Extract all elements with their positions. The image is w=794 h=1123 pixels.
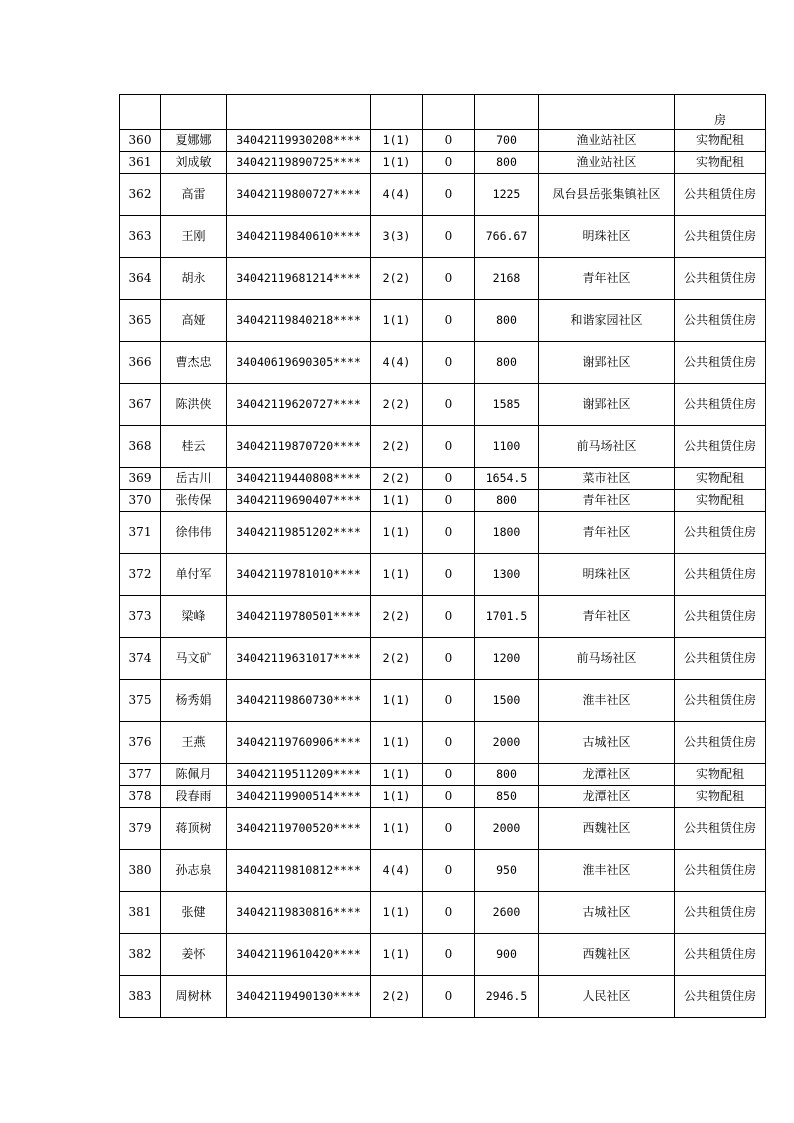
cell-col5: 0 bbox=[423, 490, 475, 512]
table-row bbox=[120, 174, 766, 216]
cell-id: 34042119610420**** bbox=[227, 934, 371, 976]
cell-no: 364 bbox=[120, 258, 161, 300]
cell-household-count: 1(1) bbox=[371, 934, 423, 976]
cell-name bbox=[161, 95, 227, 130]
cell-housing-type: 公共租赁住房 bbox=[675, 258, 766, 300]
cell-id: 34042119490130**** bbox=[227, 976, 371, 1018]
cell-household-count: 1(1) bbox=[371, 490, 423, 512]
cell-no: 374 bbox=[120, 638, 161, 680]
cell-id: 34042119511209**** bbox=[227, 764, 371, 786]
cell-no: 383 bbox=[120, 976, 161, 1018]
cell-household-count: 2(2) bbox=[371, 976, 423, 1018]
cell-name: 高雷 bbox=[161, 174, 227, 216]
cell-col5: 0 bbox=[423, 934, 475, 976]
housing-allocation-table bbox=[119, 94, 766, 1018]
cell-community: 前马场社区 bbox=[539, 638, 675, 680]
cell-community: 前马场社区 bbox=[539, 426, 675, 468]
cell-community: 龙潭社区 bbox=[539, 786, 675, 808]
cell-no: 373 bbox=[120, 596, 161, 638]
cell-community: 古城社区 bbox=[539, 892, 675, 934]
cell-housing-type: 公共租赁住房 bbox=[675, 596, 766, 638]
cell-community: 渔业站社区 bbox=[539, 130, 675, 152]
cell-name: 徐伟伟 bbox=[161, 512, 227, 554]
cell-no: 363 bbox=[120, 216, 161, 258]
cell-no: 376 bbox=[120, 722, 161, 764]
cell-no: 375 bbox=[120, 680, 161, 722]
cell-household-count: 2(2) bbox=[371, 258, 423, 300]
cell-col5: 0 bbox=[423, 342, 475, 384]
table-row bbox=[120, 638, 766, 680]
cell-community: 青年社区 bbox=[539, 512, 675, 554]
cell-household-count: 4(4) bbox=[371, 342, 423, 384]
cell-col5: 0 bbox=[423, 426, 475, 468]
cell-id: 34042119930208**** bbox=[227, 130, 371, 152]
table-row bbox=[120, 216, 766, 258]
cell-name: 夏娜娜 bbox=[161, 130, 227, 152]
cell-household-count: 4(4) bbox=[371, 174, 423, 216]
table-row bbox=[120, 426, 766, 468]
cell-area: 900 bbox=[475, 934, 539, 976]
table-row bbox=[120, 384, 766, 426]
cell-name: 胡永 bbox=[161, 258, 227, 300]
cell-no: 381 bbox=[120, 892, 161, 934]
cell-community: 谢郢社区 bbox=[539, 384, 675, 426]
cell-household-count: 1(1) bbox=[371, 554, 423, 596]
cell-area: 1800 bbox=[475, 512, 539, 554]
cell-housing-type: 公共租赁住房 bbox=[675, 850, 766, 892]
cell-name: 马文矿 bbox=[161, 638, 227, 680]
cell-col5: 0 bbox=[423, 976, 475, 1018]
cell-id: 34042119700520**** bbox=[227, 808, 371, 850]
cell-housing-type: 公共租赁住房 bbox=[675, 384, 766, 426]
cell-household-count: 4(4) bbox=[371, 850, 423, 892]
cell-name: 梁峰 bbox=[161, 596, 227, 638]
cell-housing-type: 房 bbox=[675, 95, 766, 130]
cell-col5: 0 bbox=[423, 722, 475, 764]
cell-col5: 0 bbox=[423, 216, 475, 258]
table-row bbox=[120, 596, 766, 638]
table-row bbox=[120, 342, 766, 384]
cell-col5: 0 bbox=[423, 638, 475, 680]
table-row bbox=[120, 850, 766, 892]
table-row bbox=[120, 258, 766, 300]
table-row bbox=[120, 152, 766, 174]
cell-area: 1300 bbox=[475, 554, 539, 596]
cell-col5: 0 bbox=[423, 764, 475, 786]
cell-no: 371 bbox=[120, 512, 161, 554]
cell-housing-type: 公共租赁住房 bbox=[675, 638, 766, 680]
cell-name: 周树林 bbox=[161, 976, 227, 1018]
cell-area: 2600 bbox=[475, 892, 539, 934]
cell-area: 800 bbox=[475, 764, 539, 786]
cell-no: 362 bbox=[120, 174, 161, 216]
cell-area bbox=[475, 95, 539, 130]
cell-housing-type: 公共租赁住房 bbox=[675, 680, 766, 722]
cell-pop bbox=[371, 95, 423, 130]
cell-col5: 0 bbox=[423, 554, 475, 596]
cell-household-count: 2(2) bbox=[371, 596, 423, 638]
cell-area: 850 bbox=[475, 786, 539, 808]
cell-col5: 0 bbox=[423, 174, 475, 216]
cell-col5: 0 bbox=[423, 258, 475, 300]
cell-area: 800 bbox=[475, 342, 539, 384]
cell-housing-type: 公共租赁住房 bbox=[675, 426, 766, 468]
table-row bbox=[120, 808, 766, 850]
cell-housing-type: 公共租赁住房 bbox=[675, 554, 766, 596]
cell-area: 1225 bbox=[475, 174, 539, 216]
cell-housing-type: 公共租赁住房 bbox=[675, 342, 766, 384]
cell-col5: 0 bbox=[423, 152, 475, 174]
cell-area: 2000 bbox=[475, 808, 539, 850]
cell-id: 34042119830816**** bbox=[227, 892, 371, 934]
cell-area: 2168 bbox=[475, 258, 539, 300]
cell-housing-type: 实物配租 bbox=[675, 786, 766, 808]
cell-community: 菜市社区 bbox=[539, 468, 675, 490]
cell-community: 青年社区 bbox=[539, 258, 675, 300]
cell-community: 谢郢社区 bbox=[539, 342, 675, 384]
cell-name: 姜怀 bbox=[161, 934, 227, 976]
cell-household-count: 1(1) bbox=[371, 786, 423, 808]
cell-name: 杨秀娟 bbox=[161, 680, 227, 722]
table-row bbox=[120, 130, 766, 152]
cell-community: 淮丰社区 bbox=[539, 850, 675, 892]
cell-household-count: 1(1) bbox=[371, 808, 423, 850]
cell-id: 34042119631017**** bbox=[227, 638, 371, 680]
cell-housing-type: 公共租赁住房 bbox=[675, 976, 766, 1018]
cell-name: 岳古川 bbox=[161, 468, 227, 490]
cell-area: 1654.5 bbox=[475, 468, 539, 490]
cell-id: 34042119851202**** bbox=[227, 512, 371, 554]
cell-no: 368 bbox=[120, 426, 161, 468]
cell-id bbox=[227, 95, 371, 130]
table-row bbox=[120, 976, 766, 1018]
cell-no: 382 bbox=[120, 934, 161, 976]
cell-household-count: 1(1) bbox=[371, 152, 423, 174]
cell-community: 古城社区 bbox=[539, 722, 675, 764]
cell-no: 379 bbox=[120, 808, 161, 850]
cell-community: 西魏社区 bbox=[539, 934, 675, 976]
cell-area: 950 bbox=[475, 850, 539, 892]
cell-name: 高娅 bbox=[161, 300, 227, 342]
cell-community bbox=[539, 95, 675, 130]
table-row bbox=[120, 786, 766, 808]
cell-housing-type: 实物配租 bbox=[675, 152, 766, 174]
cell-community: 和谐家园社区 bbox=[539, 300, 675, 342]
cell-community: 渔业站社区 bbox=[539, 152, 675, 174]
cell-name: 桂云 bbox=[161, 426, 227, 468]
cell-id: 34042119900514**** bbox=[227, 786, 371, 808]
cell-household-count: 1(1) bbox=[371, 300, 423, 342]
cell-area: 766.67 bbox=[475, 216, 539, 258]
cell-household-count: 2(2) bbox=[371, 384, 423, 426]
cell-housing-type: 公共租赁住房 bbox=[675, 722, 766, 764]
cell-area: 800 bbox=[475, 490, 539, 512]
cell-housing-type: 公共租赁住房 bbox=[675, 512, 766, 554]
table-row bbox=[120, 300, 766, 342]
cell-id: 34042119690407**** bbox=[227, 490, 371, 512]
cell-col5: 0 bbox=[423, 786, 475, 808]
cell-name: 刘成敏 bbox=[161, 152, 227, 174]
cell-housing-type: 公共租赁住房 bbox=[675, 174, 766, 216]
cell-area: 1200 bbox=[475, 638, 539, 680]
cell-col5: 0 bbox=[423, 384, 475, 426]
table-row bbox=[120, 554, 766, 596]
cell-no: 367 bbox=[120, 384, 161, 426]
cell-housing-type: 公共租赁住房 bbox=[675, 216, 766, 258]
cell-col5: 0 bbox=[423, 808, 475, 850]
cell-community: 淮丰社区 bbox=[539, 680, 675, 722]
cell-name: 蒋顶树 bbox=[161, 808, 227, 850]
cell-no: 380 bbox=[120, 850, 161, 892]
cell-no: 372 bbox=[120, 554, 161, 596]
cell-name: 陈洪侠 bbox=[161, 384, 227, 426]
cell-area: 2946.5 bbox=[475, 976, 539, 1018]
cell-community: 明珠社区 bbox=[539, 216, 675, 258]
cell-household-count: 1(1) bbox=[371, 680, 423, 722]
cell-col5: 0 bbox=[423, 512, 475, 554]
cell-community: 青年社区 bbox=[539, 596, 675, 638]
cell-name: 段春雨 bbox=[161, 786, 227, 808]
table-row bbox=[120, 934, 766, 976]
cell-no: 378 bbox=[120, 786, 161, 808]
cell-housing-type: 实物配租 bbox=[675, 764, 766, 786]
cell-housing-type: 公共租赁住房 bbox=[675, 300, 766, 342]
cell-id: 34042119890725**** bbox=[227, 152, 371, 174]
cell-name: 王刚 bbox=[161, 216, 227, 258]
cell-id: 34042119681214**** bbox=[227, 258, 371, 300]
cell-col5: 0 bbox=[423, 300, 475, 342]
cell-col5 bbox=[423, 95, 475, 130]
cell-household-count: 1(1) bbox=[371, 722, 423, 764]
cell-household-count: 3(3) bbox=[371, 216, 423, 258]
cell-household-count: 1(1) bbox=[371, 764, 423, 786]
cell-community: 西魏社区 bbox=[539, 808, 675, 850]
continuation-row bbox=[120, 95, 766, 130]
cell-housing-type: 公共租赁住房 bbox=[675, 808, 766, 850]
cell-id: 34040619690305**** bbox=[227, 342, 371, 384]
cell-col5: 0 bbox=[423, 468, 475, 490]
table-row bbox=[120, 722, 766, 764]
cell-col5: 0 bbox=[423, 680, 475, 722]
cell-no: 370 bbox=[120, 490, 161, 512]
cell-housing-type: 公共租赁住房 bbox=[675, 934, 766, 976]
cell-household-count: 2(2) bbox=[371, 426, 423, 468]
cell-col5: 0 bbox=[423, 130, 475, 152]
cell-household-count: 2(2) bbox=[371, 468, 423, 490]
cell-id: 34042119760906**** bbox=[227, 722, 371, 764]
cell-no: 377 bbox=[120, 764, 161, 786]
cell-no: 365 bbox=[120, 300, 161, 342]
cell-name: 王燕 bbox=[161, 722, 227, 764]
cell-id: 34042119780501**** bbox=[227, 596, 371, 638]
cell-household-count: 1(1) bbox=[371, 512, 423, 554]
cell-id: 34042119840610**** bbox=[227, 216, 371, 258]
cell-area: 1701.5 bbox=[475, 596, 539, 638]
table-row bbox=[120, 512, 766, 554]
cell-area: 1585 bbox=[475, 384, 539, 426]
cell-area: 1100 bbox=[475, 426, 539, 468]
table-row bbox=[120, 680, 766, 722]
table-row bbox=[120, 490, 766, 512]
cell-id: 34042119870720**** bbox=[227, 426, 371, 468]
cell-housing-type: 实物配租 bbox=[675, 490, 766, 512]
cell-area: 800 bbox=[475, 300, 539, 342]
cell-no: 366 bbox=[120, 342, 161, 384]
cell-area: 800 bbox=[475, 152, 539, 174]
cell-no: 361 bbox=[120, 152, 161, 174]
cell-community: 青年社区 bbox=[539, 490, 675, 512]
cell-household-count: 1(1) bbox=[371, 892, 423, 934]
cell-col5: 0 bbox=[423, 850, 475, 892]
table-row bbox=[120, 892, 766, 934]
cell-area: 700 bbox=[475, 130, 539, 152]
cell-housing-type: 实物配租 bbox=[675, 468, 766, 490]
cell-id: 34042119810812**** bbox=[227, 850, 371, 892]
cell-no: 369 bbox=[120, 468, 161, 490]
cell-area: 2000 bbox=[475, 722, 539, 764]
cell-household-count: 1(1) bbox=[371, 130, 423, 152]
cell-id: 34042119620727**** bbox=[227, 384, 371, 426]
cell-housing-type: 实物配租 bbox=[675, 130, 766, 152]
cell-col5: 0 bbox=[423, 892, 475, 934]
cell-id: 34042119860730**** bbox=[227, 680, 371, 722]
cell-community: 龙潭社区 bbox=[539, 764, 675, 786]
cell-id: 34042119440808**** bbox=[227, 468, 371, 490]
cell-name: 孙志泉 bbox=[161, 850, 227, 892]
cell-name: 张健 bbox=[161, 892, 227, 934]
cell-name: 张传保 bbox=[161, 490, 227, 512]
cell-name: 单付军 bbox=[161, 554, 227, 596]
cell-no: 360 bbox=[120, 130, 161, 152]
table-row bbox=[120, 764, 766, 786]
table-row bbox=[120, 468, 766, 490]
cell-community: 明珠社区 bbox=[539, 554, 675, 596]
cell-id: 34042119840218**** bbox=[227, 300, 371, 342]
cell-id: 34042119800727**** bbox=[227, 174, 371, 216]
cell-household-count: 2(2) bbox=[371, 638, 423, 680]
cell-community: 凤台县岳张集镇社区 bbox=[539, 174, 675, 216]
cell-no bbox=[120, 95, 161, 130]
cell-community: 人民社区 bbox=[539, 976, 675, 1018]
cell-name: 曹杰忠 bbox=[161, 342, 227, 384]
cell-id: 34042119781010**** bbox=[227, 554, 371, 596]
cell-housing-type: 公共租赁住房 bbox=[675, 892, 766, 934]
cell-col5: 0 bbox=[423, 596, 475, 638]
table-body bbox=[120, 95, 766, 1018]
cell-area: 1500 bbox=[475, 680, 539, 722]
cell-name: 陈佩月 bbox=[161, 764, 227, 786]
